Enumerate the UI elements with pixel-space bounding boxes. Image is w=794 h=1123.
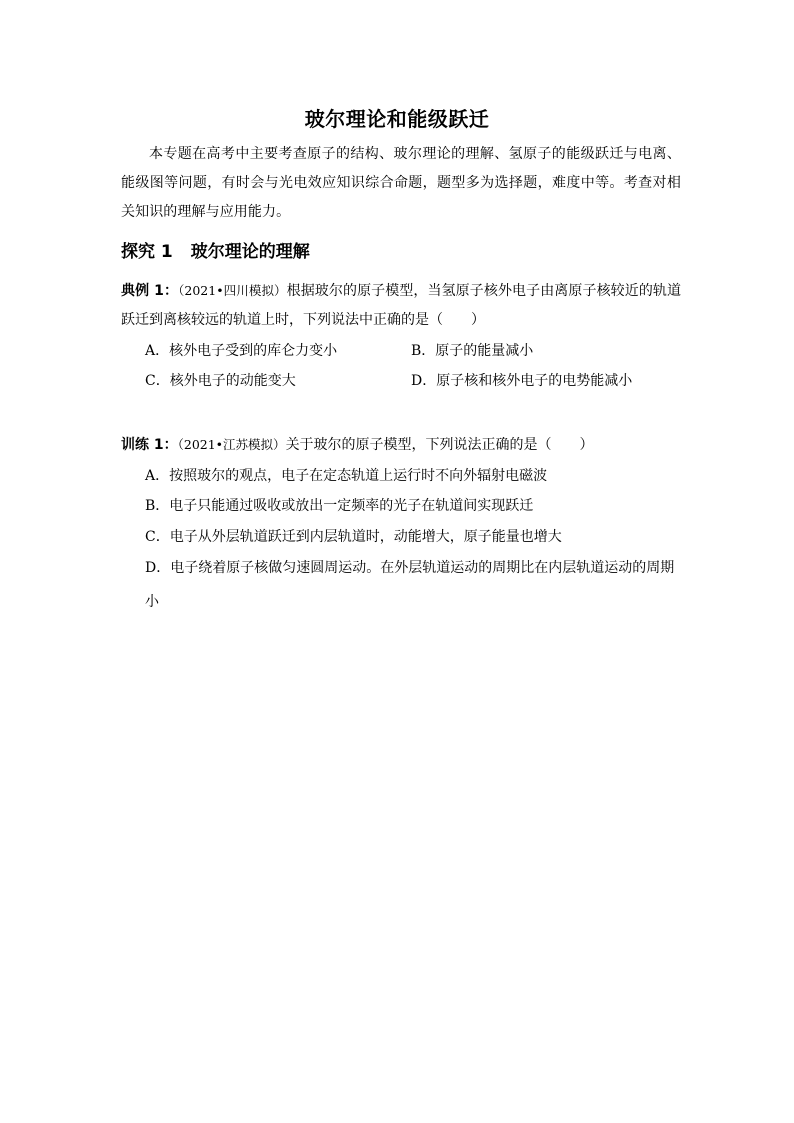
example-1-label: 典例 1：: [121, 283, 179, 299]
section-title: 玻尔理论的理解: [190, 242, 310, 262]
example-1-option-d: D．原子核和核外电子的电势能减小: [411, 373, 633, 389]
exercise-1-option-c: C．电子从外层轨道跃迁到内层轨道时，动能增大，原子能量也增大: [145, 529, 562, 545]
exercise-1-text: 关于玻尔的原子模型，下列说法正确的是（ ）: [285, 437, 594, 453]
intro-paragraph: 本专题在高考中主要考查原子的结构、玻尔理论的理解、氢原子的能级跃迁与电离、能级图等问题，有时会与光电效应知识综合命题，题型多为选择题，难度中等。考查对相关知识的理解与应用能力。: [121, 146, 681, 220]
exercise-1-option-d-continued: 小: [145, 594, 159, 610]
exercise-1-stem: [121, 430, 681, 460]
page-title: 玻尔理论和能级跃迁: [304, 107, 490, 131]
example-1-option-a: A．核外电子受到的库仑力变小: [145, 343, 338, 359]
exercise-1-option-b: B．电子只能通过吸收或放出一定频率的光子在轨道间实现跃迁: [145, 498, 534, 514]
section-heading: [121, 238, 310, 266]
example-1-option-b: B．原子的能量减小: [411, 343, 534, 359]
example-1-source: （2021•四川模拟）: [178, 283, 287, 298]
exercise-1-source: （2021•江苏模拟）: [177, 437, 286, 452]
exercise-1-label: 训练 1：: [121, 437, 178, 453]
exercise-1-option-a: A．按照玻尔的观点，电子在定态轨道上运行时不向外辐射电磁波: [145, 468, 548, 484]
section-number: 探究 1: [121, 242, 173, 262]
exercise-1-option-d: D．电子绕着原子核做匀速圆周运动。在外层轨道运动的周期比在内层轨道运动的周期: [145, 560, 675, 576]
example-1-stem: [121, 276, 681, 335]
example-1-option-c: C．核外电子的动能变大: [145, 373, 296, 389]
example-1-text: 根据玻尔的原子模型，当氢原子核外电子由离原子核较近的轨道跃迁到离核较远的轨道上时，下列说法中正确的是（ ）: [121, 283, 682, 328]
